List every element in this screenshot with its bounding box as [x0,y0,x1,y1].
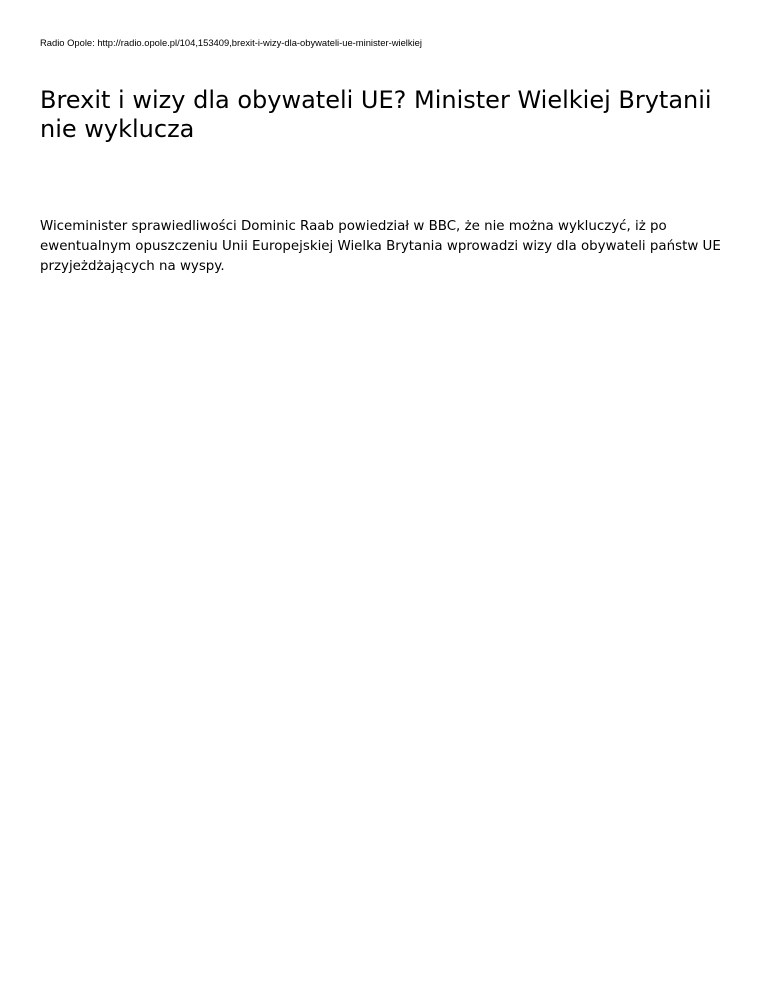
article-lead-paragraph: Wiceminister sprawiedliwości Dominic Raab powiedział w BBC, że nie można wykluczyć, iż po ewentualnym opuszczeniu Unii Europejskiej Wielka Brytania wprowadzi wizy dla obywateli państw UE przyjeżdżających na wyspy. [40,219,721,274]
article-title: Brexit i wizy dla obywateli UE? Minister Wielkiej Brytanii nie wyklucza [40,86,712,143]
source-url-line: Radio Opole: http://radio.opole.pl/104,153409,brexit-i-wizy-dla-obywateli-ue-minister-wielkiej [40,37,422,48]
